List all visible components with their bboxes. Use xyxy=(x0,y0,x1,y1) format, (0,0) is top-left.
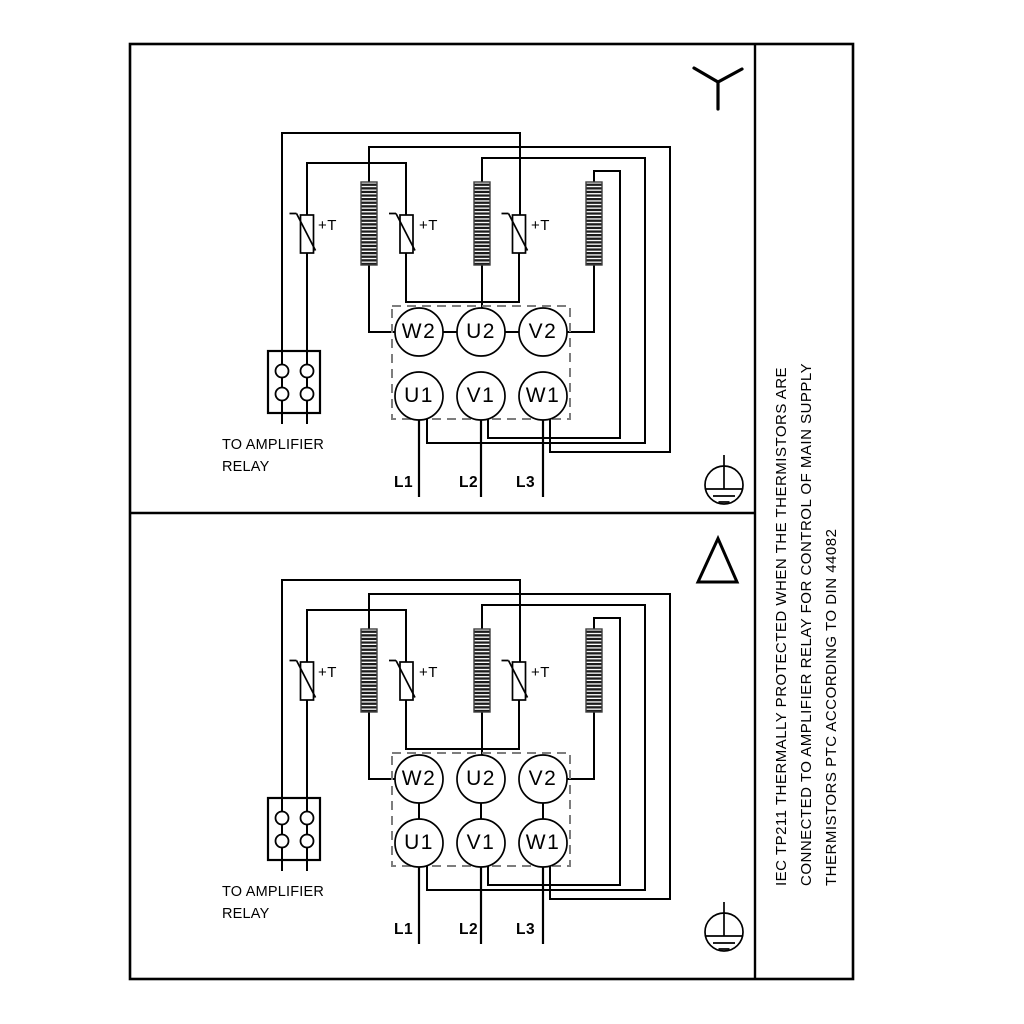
relay-note-line1: TO AMPLIFIER xyxy=(222,437,325,453)
terminal-v1-label: V1 xyxy=(466,384,496,407)
panel-star xyxy=(268,68,743,504)
side-note-line3: THERMISTORS PTC ACCORDING TO DIN 44082 xyxy=(823,528,840,886)
terminal-w2-label: W2 xyxy=(401,320,437,343)
thermistor-t1-label: +T xyxy=(318,217,337,234)
star-symbol xyxy=(694,68,742,109)
side-note xyxy=(769,362,844,886)
mains-l2-label: L2 xyxy=(459,474,479,491)
panel-linework xyxy=(268,580,743,951)
terminal-v1-label: V1 xyxy=(466,831,496,854)
terminal-v2-label: V2 xyxy=(528,767,558,790)
terminal-v2-label: V2 xyxy=(528,320,558,343)
delta-symbol xyxy=(698,539,737,583)
mains-l2-label: L2 xyxy=(459,921,479,938)
mains-l3-label: L3 xyxy=(516,474,536,491)
relay-note-line2: RELAY xyxy=(222,906,270,922)
terminal-u2-label: U2 xyxy=(466,767,496,790)
terminal-u2-label: U2 xyxy=(466,320,496,343)
panel-delta xyxy=(268,539,743,952)
panel-linework xyxy=(268,133,743,504)
relay-note-line1: TO AMPLIFIER xyxy=(222,884,325,900)
side-note-line1: IEC TP211 THERMALLY PROTECTED WHEN THE THERMISTORS ARE xyxy=(773,366,790,886)
mains-l1-label: L1 xyxy=(394,921,414,938)
thermistor-t3-label: +T xyxy=(531,664,550,681)
thermistor-t1-label: +T xyxy=(318,664,337,681)
thermistor-t2-label: +T xyxy=(419,217,438,234)
terminal-u1-label: U1 xyxy=(404,384,434,407)
mains-l1-label: L1 xyxy=(394,474,414,491)
terminal-w1-label: W1 xyxy=(525,384,561,407)
terminal-u1-label: U1 xyxy=(404,831,434,854)
terminal-w2-label: W2 xyxy=(401,767,437,790)
thermistor-t2-label: +T xyxy=(419,664,438,681)
side-note-line2: CONNECTED TO AMPLIFIER RELAY FOR CONTROL OF MAIN SUPPLY xyxy=(798,362,815,886)
relay-note-line2: RELAY xyxy=(222,459,270,475)
mains-l3-label: L3 xyxy=(516,921,536,938)
thermistor-t3-label: +T xyxy=(531,217,550,234)
terminal-w1-label: W1 xyxy=(525,831,561,854)
